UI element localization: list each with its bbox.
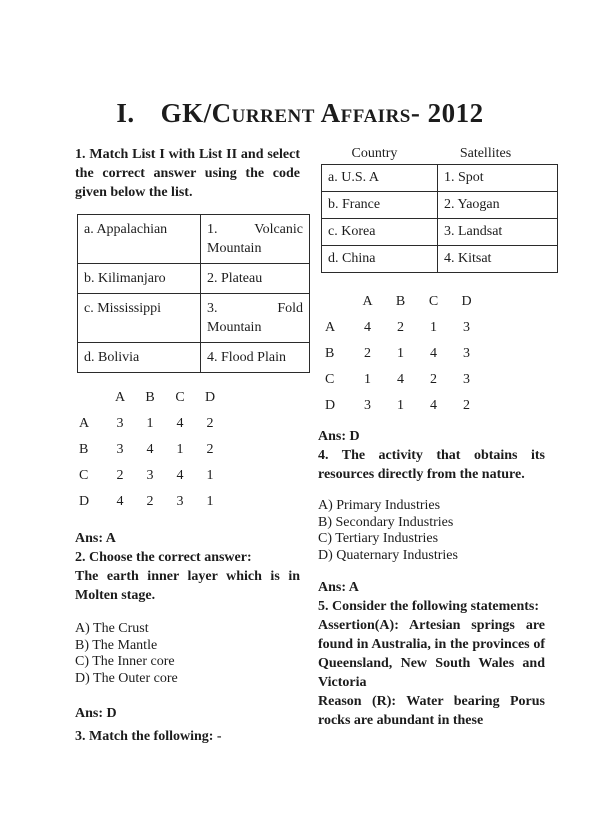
right-column <box>318 145 545 730</box>
table-row <box>322 192 558 219</box>
q2-question: 2. Choose the correct answer: <box>75 550 252 565</box>
code-value: 2 <box>397 320 404 335</box>
code-header: D <box>204 390 216 405</box>
code-row <box>325 393 483 419</box>
q1-question: 1. Match List I with List II and select the correct answer using the code given below the list. <box>75 147 300 200</box>
code-row <box>79 463 225 489</box>
q4-answer: Ans: A <box>318 580 359 595</box>
code-value: 3 <box>463 320 470 335</box>
table-row <box>322 165 558 192</box>
code-row-label: C <box>325 372 335 387</box>
code-value: 2 <box>364 346 371 361</box>
q3-match-table <box>321 164 558 273</box>
table-row <box>78 343 310 373</box>
code-header: B <box>145 390 155 405</box>
code-row <box>325 367 483 393</box>
table-cell-left: c. Mississippi <box>78 294 201 343</box>
table-row <box>322 246 558 273</box>
q2-answer: Ans: D <box>75 706 117 721</box>
table-cell-right: 4. Kitsat <box>438 246 558 273</box>
code-value: 3 <box>463 372 470 387</box>
code-value: 4 <box>176 468 184 483</box>
code-header: A <box>362 294 373 309</box>
q4-question: 4. The activity that obtains its resources directly from the nature. <box>318 448 545 482</box>
code-header: A <box>114 390 126 405</box>
title-number: I. <box>116 98 135 128</box>
table-cell-left: c. Korea <box>322 219 438 246</box>
code-value: 1 <box>364 372 371 387</box>
q3-country-header: Country <box>351 146 398 161</box>
code-value: 3 <box>364 398 371 413</box>
code-value: 2 <box>146 494 154 509</box>
table-row <box>78 215 310 264</box>
q3-column-headers <box>321 145 543 162</box>
option-item: B) The Mantle <box>75 637 158 653</box>
page-title <box>0 98 600 129</box>
q3-code-table <box>325 289 483 419</box>
code-value: 2 <box>206 442 214 457</box>
code-row-label: A <box>325 320 336 335</box>
code-value: 2 <box>463 398 470 413</box>
code-value: 4 <box>430 346 437 361</box>
table-cell-right: 3. Landsat <box>438 219 558 246</box>
code-row-label: C <box>79 468 89 483</box>
option-item: D) Quaternary Industries <box>318 547 458 563</box>
q3-satellites-header: Satellites <box>459 146 512 161</box>
code-header: D <box>461 294 472 309</box>
table-cell-left: d. Bolivia <box>78 343 201 373</box>
code-row-label: D <box>79 494 90 509</box>
code-row-label: B <box>79 442 89 457</box>
table-cell-right: 3. Fold Mountain <box>201 294 310 343</box>
code-value: 3 <box>463 346 470 361</box>
q3-question: 3. Match the following: - <box>75 729 222 744</box>
option-item: C) The Inner core <box>75 654 175 669</box>
code-value: 1 <box>397 398 404 413</box>
table-cell-right: 1. Spot <box>438 165 558 192</box>
code-value: 1 <box>397 346 404 361</box>
code-value: 1 <box>430 320 437 335</box>
q5-question: 5. Consider the following statements: <box>318 599 540 614</box>
q2-options <box>75 621 300 687</box>
table-row <box>78 264 310 294</box>
table-cell-left: b. France <box>322 192 438 219</box>
table-row <box>322 219 558 246</box>
code-value: 3 <box>116 442 124 457</box>
code-header-row <box>79 385 225 411</box>
code-value: 1 <box>206 494 214 509</box>
code-value: 1 <box>206 468 214 483</box>
code-value: 2 <box>116 468 124 483</box>
code-value: 4 <box>146 442 154 457</box>
q1-answer: Ans: A <box>75 531 116 546</box>
q5-assertion: Assertion(A): Artesian springs are found in Australia, in the provinces of Queensland, New South Wales and Victoria <box>318 618 545 690</box>
code-header: C <box>428 294 439 309</box>
q3-answer: Ans: D <box>318 429 360 444</box>
table-cell-left: b. Kilimanjaro <box>78 264 201 294</box>
code-row <box>325 315 483 341</box>
table-cell-right: 4. Flood Plain <box>201 343 310 373</box>
option-item: A) The Crust <box>75 621 149 636</box>
code-value: 1 <box>176 442 184 457</box>
table-cell-left: a. U.S. A <box>322 165 438 192</box>
code-value: 3 <box>176 494 184 509</box>
code-value: 1 <box>146 416 154 431</box>
q5-reason: Reason (R): Water bearing Porus rocks are abundant in these <box>318 694 545 728</box>
code-header-row <box>325 289 483 315</box>
code-header: C <box>175 390 185 405</box>
code-row-label: D <box>325 398 336 413</box>
code-value: 3 <box>116 416 124 431</box>
table-cell-right: 2. Yaogan <box>438 192 558 219</box>
code-value: 4 <box>430 398 437 413</box>
q2-body: The earth inner layer which is in Molten stage. <box>75 569 300 603</box>
code-header: B <box>395 294 406 309</box>
left-column <box>75 145 303 746</box>
option-item: D) The Outer core <box>75 670 178 686</box>
option-item: A) Primary Industries <box>318 498 441 513</box>
code-row <box>325 341 483 367</box>
title-text: GK/Current Affairs- 2012 <box>160 98 484 128</box>
table-cell-right: 1. Volcanic Mountain <box>201 215 310 264</box>
table-cell-left: a. Appalachian <box>78 215 201 264</box>
code-row <box>79 437 225 463</box>
table-cell-left: d. China <box>322 246 438 273</box>
option-item: B) Secondary Industries <box>318 514 454 530</box>
code-row <box>79 411 225 437</box>
code-value: 2 <box>430 372 437 387</box>
option-item: C) Tertiary Industries <box>318 531 439 546</box>
table-row <box>78 294 310 343</box>
code-value: 2 <box>206 416 214 431</box>
code-row-label: A <box>79 416 90 431</box>
code-value: 4 <box>116 494 124 509</box>
code-value: 4 <box>176 416 184 431</box>
q1-code-table <box>79 385 225 515</box>
q4-options <box>318 498 545 564</box>
code-value: 4 <box>397 372 404 387</box>
code-value: 3 <box>146 468 154 483</box>
q1-match-table <box>77 214 310 373</box>
table-cell-right: 2. Plateau <box>201 264 310 294</box>
code-row-label: B <box>325 346 335 361</box>
code-value: 4 <box>364 320 371 335</box>
code-row <box>79 489 225 515</box>
